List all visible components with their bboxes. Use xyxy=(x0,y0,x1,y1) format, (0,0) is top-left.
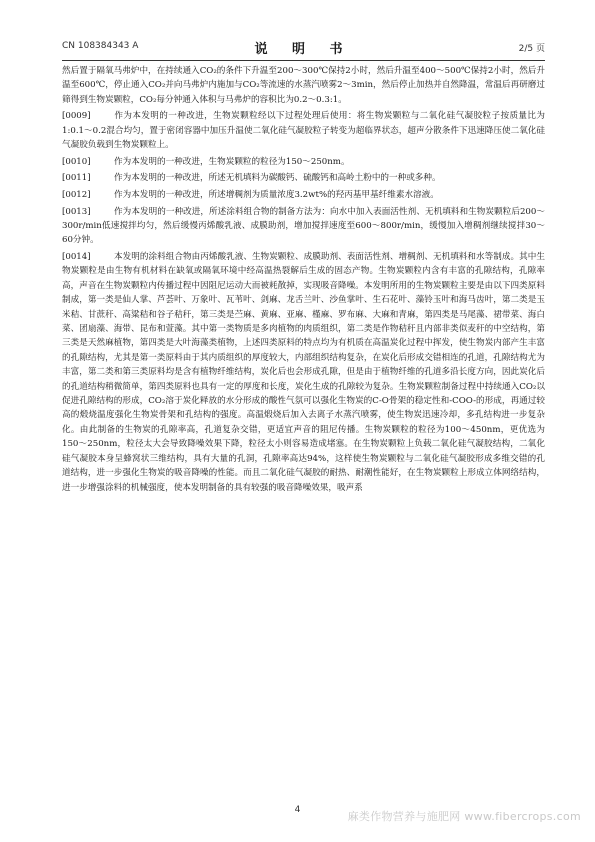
site-watermark: 麻类作物营养与施肥网 www.fibercrops.com xyxy=(347,810,581,823)
document-title: 说 明 书 xyxy=(254,42,353,57)
paragraph-text: 作为本发明的一种改进，所述无机填料为碳酸钙、硫酸钙和高岭土粉中的一种或多种。 xyxy=(114,173,441,184)
paragraph-0010 xyxy=(62,155,545,169)
page-header xyxy=(62,38,545,56)
paragraph-text: 然后置于隔氧马弗炉中，在持续通入CO₂的条件下升温至200～300℃保持2小时，然后升温至400～500℃保持2小时，然后升温至600℃，停止通入CO₂并向马弗炉内施加与CO₂等流速的水蒸汽喷雾2～3min，然后停止加热并自然降温，常温后再研磨过筛得到生物炭颗粒，CO₂每分钟通入体积与马弗炉的容积比为0.2～0.3:1。 xyxy=(62,66,545,105)
paragraph-0009 xyxy=(62,109,545,152)
paragraph-number: [0012] xyxy=(62,190,91,200)
paragraph-number: [0009] xyxy=(62,111,91,122)
paragraph-text: 作为本发明的一种改进，生物炭颗粒经以下过程处理后使用：将生物炭颗粒与二氧化硅气凝胶粒子按质量比为1:0.1～0.2混合均匀，置于密闭容器中加压升温使二氧化硅气凝胶粒子转变为超临界状态，超声分散条件下迅速降压使二氧化硅气凝胶负载到生物炭颗粒上。 xyxy=(62,111,545,151)
paragraph-0014 xyxy=(62,250,545,495)
paragraph-text: 作为本发明的一种改进，所述增稠剂为质量浓度3.2wt%的羟丙基甲基纤维素水溶液。 xyxy=(114,190,439,200)
publication-number: CN 108384343 A xyxy=(62,41,139,51)
paragraph-number: [0013] xyxy=(62,206,91,217)
paragraph-text: 本发明的涂料组合物由丙烯酸乳液、生物炭颗粒、成膜助剂、表面活性剂、增稠剂、无机填料和水等制成。其中生物炭颗粒是由生物有机材料在缺氧或隔氧环境中经高温热裂解后生成的固态产物。生物炭颗粒内含有丰富的孔隙结构，孔隙率高，声音在生物炭颗粒内传播过程中因阻尼运动大而被耗散掉，实现吸音降噪。本发明所用的生物炭颗粒主要是由以下四类原料制成，第一类是仙人掌、芦荟叶、万象叶、瓦苇叶、剑麻、龙舌兰叶、沙鱼掌叶、生石花叶、藻铃玉叶和海马齿叶，第二类是玉米秸、甘蔗秆、高粱秸和谷子秸秆，第三类是苎麻、黄麻、亚麻、槿麻、罗布麻、大麻和青麻，第四类是马尾藻、裙带菜、海白菜、团扇藻、海带、昆布和萱藻。其中第一类物质是多肉植物的肉质组织，第二类是作物秸秆且内部非类似麦秆的中空结构，第三类是天然麻植物，第四类是大叶海藻类植物，上述四类原料的特点均为有机质在高温炭化过程中挥发，使生物炭内部产生丰富的孔隙结构，尤其是第一类原料由于其内质组织的厚度较大，内部组织结构复杂，在炭化后形成交错相连的孔道，孔隙结构尤为丰富，第二类和第三类原料均是含有植物纤维结构，炭化后也会形成孔隙，但是由于植物纤维的孔道多沿长度方向，因此炭化后的孔道结构稍微简单，第四类原料也具有一定的厚度和长度，炭化生成的孔隙较为复杂。生物炭颗粒制备过程中持续通入CO₂以促进孔隙结构的形成，CO₂溶于炭化释放的水分形成的酸性气氛可以强化生物炭的C-O骨架的稳定性和-COO-的形成，再通过较高的煅烧温度强化生物炭骨架和孔结构的强度。高温煅烧后加入去离子水蒸汽喷雾，使生物炭迅速冷却，多孔结构进一步复杂化。由此制备的生物炭的孔隙率高，孔道复杂交错，更适宜声音的阻尼传播。生物炭颗粒的粒径为100～450nm，更优选为150～250nm，粒径太大会导致降噪效果下降，粒径太小则容易造成堵塞。在生物炭颗粒上负载二氧化硅气凝胶结构，二氧化硅气凝胶本身呈蜂窝状三维结构，具有大量的孔洞，孔隙率高达94%，这样使生物炭颗粒与二氧化硅气凝胶形成多维交错的孔道结构，进一步强化生物炭的吸音降噪的性能。而且二氧化硅气凝胶的耐热、耐潮性能好，在生物炭颗粒上形成立体网络结构，进一步增强涂料的机械强度，使本发明制备的具有较强的吸音降噪效果，吸声系 xyxy=(62,252,545,493)
paragraph-0012 xyxy=(62,188,545,202)
paragraph-number: [0014] xyxy=(62,252,91,262)
paragraph-0013 xyxy=(62,205,545,248)
paragraph-text: 作为本发明的一种改进，所述涂料组合物的制备方法为：向水中加入表面活性剂、无机填料和生物炭颗粒后200～300r/min低速搅拌均匀，然后缓慢丙烯酸乳液、成膜助剂，增加搅拌速度至600～800r/min，缓慢加入增稠剂继续搅拌30～60分钟。 xyxy=(62,206,545,246)
header-divider xyxy=(62,60,545,61)
paragraph-continuation xyxy=(62,64,545,107)
page-number: 4 xyxy=(294,805,301,815)
paragraph-number: [0011] xyxy=(62,173,91,184)
document-body xyxy=(62,64,545,804)
paragraph-text: 作为本发明的一种改进，生物炭颗粒的粒径为150～250nm。 xyxy=(114,156,350,167)
page-of-indicator: 2/5 页 xyxy=(518,44,545,54)
paragraph-number: [0010] xyxy=(62,156,91,167)
paragraph-0011 xyxy=(62,171,545,185)
